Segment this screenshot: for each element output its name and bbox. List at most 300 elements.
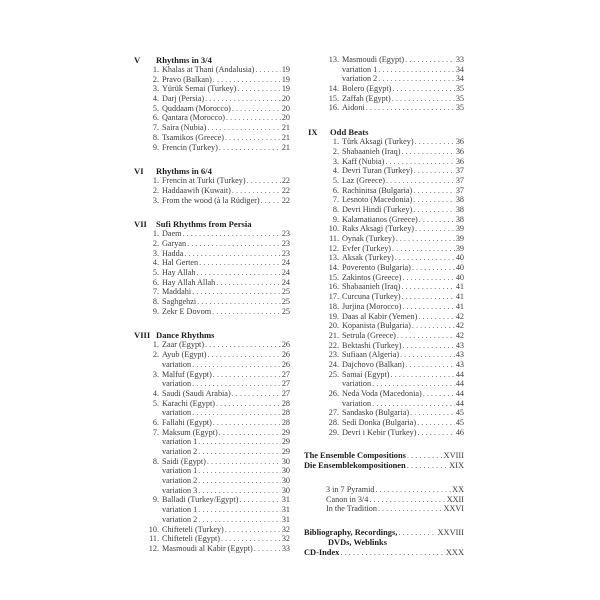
entry-page: 23	[281, 238, 290, 248]
toc-entry[interactable]	[130, 525, 290, 535]
toc-entry[interactable]	[304, 195, 464, 205]
entry-page: 30	[281, 485, 290, 495]
toc-entry[interactable]	[130, 457, 290, 467]
entry-title: Kopanista (Bulgaria)	[342, 321, 411, 331]
leader-dots	[199, 258, 281, 268]
toc-entry[interactable]	[304, 166, 464, 176]
toc-entry[interactable]	[304, 331, 464, 341]
entry-page: 44	[455, 369, 464, 379]
toc-entry[interactable]	[130, 196, 290, 206]
toc-entry[interactable]	[304, 341, 464, 351]
section-title: Rhythms in 6/4	[156, 166, 212, 177]
entry-title: Frencin (Turkey)	[162, 142, 218, 152]
entry-page: 26	[281, 340, 290, 350]
entry-number: 5.	[332, 175, 339, 185]
entry-title: Saira (Nubia)	[162, 123, 207, 133]
entry-page: 37	[455, 166, 464, 176]
entry-title: variation	[162, 379, 192, 389]
entry-number: 14.	[328, 84, 339, 94]
entry-title: Shabaanieh (Iraq)	[342, 282, 401, 292]
entry-title: Qantara (Morocco)	[162, 113, 225, 123]
toc-entry[interactable]	[130, 360, 290, 370]
toc-entry[interactable]	[304, 224, 464, 234]
leader-dots	[192, 379, 281, 389]
toc-entry[interactable]	[304, 55, 464, 65]
entry-page: 25	[281, 306, 290, 316]
toc-entry-cd-index[interactable]	[304, 548, 464, 558]
entry-page: 44	[455, 389, 464, 398]
entry-number: 1.	[152, 65, 159, 74]
toc-entry[interactable]	[130, 447, 290, 457]
entry-number: 4.	[332, 166, 339, 176]
leader-dots	[198, 505, 281, 515]
entry-page: 45	[455, 408, 464, 418]
entry-page: 32	[281, 524, 290, 534]
entry-title: Evfer (Turkey)	[342, 243, 392, 253]
leader-dots	[198, 476, 281, 486]
entry-number: 26.	[328, 389, 339, 398]
toc-entry[interactable]	[304, 215, 464, 225]
entry-number: 3.	[332, 156, 339, 166]
leader-dots	[184, 249, 280, 259]
entry-number: 7.	[152, 287, 159, 297]
leader-dots	[219, 143, 281, 153]
leader-dots	[378, 65, 455, 75]
entry-title: Chifteteli (Egypt)	[162, 534, 220, 544]
toc-entry[interactable]	[304, 302, 464, 312]
toc-entry-ensemble-piece[interactable]	[304, 495, 464, 505]
toc-entry-bibliography[interactable]	[304, 528, 464, 538]
leader-dots	[407, 461, 448, 471]
entry-title: Sedi Donka (Bulgaria)	[342, 418, 417, 428]
toc-entry[interactable]	[130, 94, 290, 104]
leader-dots	[413, 186, 455, 196]
leader-dots	[198, 447, 281, 457]
toc-entry-ensemble-piece[interactable]	[304, 485, 464, 495]
leader-dots	[232, 104, 281, 114]
entry-title: variation 3	[162, 485, 198, 495]
entry-title: Poverento (Bulgaria)	[342, 263, 411, 273]
entry-title: variation	[342, 379, 372, 389]
toc-entry[interactable]	[304, 399, 464, 409]
entry-title: From the wood (à la Rüdiger)	[162, 195, 260, 205]
leader-dots	[402, 302, 454, 312]
toc-entry[interactable]	[130, 258, 290, 268]
toc-entry[interactable]	[304, 147, 464, 157]
entry-page: 21	[281, 142, 290, 152]
entry-number: 12.	[148, 543, 159, 553]
entry-page: 46	[455, 427, 464, 437]
leader-dots	[419, 215, 455, 225]
entry-page: 35	[455, 84, 464, 94]
entry-page: 41	[455, 301, 464, 311]
toc-entry[interactable]	[130, 123, 290, 133]
leader-dots	[198, 437, 281, 447]
entry-page: XXVI	[443, 504, 464, 514]
section-heading-viii	[130, 330, 290, 340]
section-title: Odd Beats	[330, 127, 369, 138]
entry-title: Quddaam (Morocco)	[162, 103, 231, 113]
entry-title: Aksak (Turkey)	[342, 253, 394, 263]
entry-page: 30	[281, 476, 290, 486]
entry-number: 3.	[152, 369, 159, 379]
entry-title: Daas al Kabir (Yemen)	[342, 311, 418, 321]
toc-entry[interactable]	[130, 486, 290, 496]
entry-number: 6.	[152, 277, 159, 287]
entry-number: 11.	[329, 234, 339, 243]
leader-dots	[400, 350, 455, 360]
leader-dots	[198, 466, 281, 476]
entry-title: Zaar (Egypt)	[162, 340, 205, 350]
entry-number: 14.	[328, 263, 339, 273]
leader-dots	[225, 525, 281, 535]
toc-entry[interactable]	[304, 176, 464, 186]
entry-label: Die Ensemblekompositionen	[304, 461, 406, 471]
entry-page: 42	[455, 321, 464, 331]
leader-dots	[406, 360, 455, 370]
toc-entry[interactable]	[130, 307, 290, 317]
entry-number: 15.	[328, 93, 339, 103]
toc-entry[interactable]	[304, 370, 464, 380]
toc-entry[interactable]	[304, 65, 464, 75]
entry-title: variation 2	[162, 514, 198, 524]
entry-page: 42	[455, 330, 464, 340]
entry-page: 31	[281, 495, 290, 505]
entry-number: 27.	[328, 408, 339, 418]
toc-entry[interactable]	[304, 205, 464, 215]
leader-dots	[413, 205, 455, 215]
entry-page: XX	[452, 485, 464, 495]
leader-dots	[213, 370, 281, 380]
entry-title: Maddahi	[162, 287, 192, 297]
entry-page: 19	[281, 84, 290, 94]
leader-dots	[187, 239, 281, 249]
leader-dots	[232, 389, 281, 399]
entry-page: XVIII	[443, 451, 464, 461]
entry-page: 39	[455, 234, 464, 243]
leader-dots	[239, 495, 280, 505]
entry-page: 26	[281, 359, 290, 369]
leader-dots	[418, 428, 455, 438]
entry-page: 27	[281, 369, 290, 379]
toc-entry[interactable]	[130, 495, 290, 505]
entry-title: Sandasko (Bulgaria)	[342, 408, 410, 418]
leader-dots	[237, 84, 281, 94]
entry-title: Saidi (Egypt)	[162, 456, 206, 466]
entry-number: 6.	[152, 417, 159, 427]
entry-number: 8.	[152, 456, 159, 466]
toc-entry[interactable]	[130, 428, 290, 438]
entry-title: Zaffah (Egypt)	[342, 93, 391, 103]
entry-page: 41	[455, 292, 464, 302]
toc-entry[interactable]	[304, 312, 464, 322]
leader-dots	[412, 263, 455, 273]
toc-entry[interactable]	[130, 133, 290, 143]
toc-entry[interactable]	[304, 244, 464, 254]
section-ix-items	[304, 137, 464, 437]
entry-title: variation 1	[342, 64, 378, 74]
toc-entry[interactable]	[304, 389, 464, 399]
entry-number: 15.	[328, 272, 339, 282]
entry-title: Hay Allah	[162, 268, 196, 277]
leader-dots	[372, 399, 455, 409]
leader-dots	[213, 75, 281, 85]
section-number: VI	[134, 166, 144, 177]
toc-entry[interactable]	[130, 186, 290, 196]
toc-entry[interactable]	[130, 515, 290, 525]
entry-page: 20	[281, 113, 290, 123]
entry-title: Daem	[162, 229, 182, 239]
entry-page: XXX	[445, 547, 464, 557]
toc-entry[interactable]	[304, 74, 464, 84]
entry-number: 8.	[152, 297, 159, 307]
leader-dots	[423, 389, 455, 399]
entry-title: Masmoudi (Egypt)	[342, 55, 405, 64]
toc-entry[interactable]	[304, 186, 464, 196]
entry-title: Pravo (Balkan)	[162, 74, 212, 84]
entry-title: variation 1	[162, 466, 198, 476]
entry-title: Kalamatianos (Greece)	[342, 214, 418, 224]
entry-title: Yürük Semai (Turkey)	[162, 84, 237, 94]
toc-entry[interactable]	[304, 428, 464, 438]
entry-page: 35	[455, 103, 464, 113]
entry-title: variation	[342, 398, 372, 408]
entry-title: Sufiaan (Algeria)	[342, 350, 400, 360]
entry-title: variation 1	[162, 505, 198, 515]
section-heading-ix	[304, 127, 464, 137]
toc-entry[interactable]	[304, 379, 464, 389]
entry-title: Tsamikos (Greece)	[162, 132, 224, 142]
toc-entry[interactable]	[304, 234, 464, 244]
leader-dots	[225, 133, 281, 143]
toc-entry[interactable]	[304, 360, 464, 370]
leader-dots	[205, 94, 281, 104]
entry-page: XIX	[449, 461, 464, 471]
entry-page: 38	[455, 214, 464, 224]
entry-title: Oynak (Turkey)	[342, 234, 395, 243]
toc-entry[interactable]	[130, 399, 290, 409]
toc-entry-ensemble-compositions[interactable]	[304, 451, 464, 461]
toc-entry[interactable]	[130, 239, 290, 249]
toc-entry[interactable]	[130, 143, 290, 153]
entry-number: 13.	[328, 55, 339, 64]
entry-page: 24	[281, 268, 290, 277]
toc-entry[interactable]	[130, 84, 290, 94]
toc-entry[interactable]	[130, 505, 290, 515]
leader-dots	[205, 340, 281, 350]
leader-dots	[247, 176, 281, 186]
toc-entry[interactable]	[304, 103, 464, 113]
entry-title: Ayub (Egypt)	[162, 350, 207, 360]
toc-entry[interactable]	[130, 544, 290, 554]
leader-dots	[397, 331, 455, 341]
entry-page: 23	[281, 248, 290, 258]
toc-entry[interactable]	[304, 84, 464, 94]
toc-entry[interactable]	[130, 65, 290, 75]
toc-entry[interactable]	[304, 157, 464, 167]
entry-page: 25	[281, 287, 290, 297]
section-heading-vi	[130, 166, 290, 176]
entry-page: 34	[455, 74, 464, 84]
entry-number: 2.	[332, 146, 339, 156]
toc-entry[interactable]	[130, 379, 290, 389]
entry-number: 18.	[328, 301, 339, 311]
leader-dots	[207, 123, 280, 133]
entry-number: 3.	[152, 195, 159, 205]
toc-entry[interactable]	[130, 408, 290, 418]
leader-dots	[410, 408, 455, 418]
entry-title: Rachinitsa (Bulgaria)	[342, 185, 413, 195]
entry-page: 22	[281, 176, 290, 186]
entry-number: 29.	[328, 427, 339, 437]
entry-page: 33	[281, 543, 290, 553]
entry-title: Shabaanieh (Iraq)	[342, 146, 401, 156]
toc-entry[interactable]	[130, 113, 290, 123]
section-number: IX	[308, 127, 318, 138]
entry-title: Haddaawih (Kuwait)	[162, 185, 231, 195]
toc-entry[interactable]	[130, 389, 290, 399]
entry-number: 9.	[152, 495, 159, 505]
entry-title: Lesnoto (Macedonia)	[342, 195, 413, 205]
entry-title: Laz (Greece)	[342, 175, 385, 185]
toc-entry[interactable]	[304, 253, 464, 263]
toc-entry[interactable]	[130, 534, 290, 544]
toc-entry-ensemble-piece[interactable]	[304, 504, 464, 514]
toc-entry[interactable]	[304, 263, 464, 273]
entry-number: 2.	[152, 74, 159, 84]
section-title: Sufi Rhythms from Persia	[156, 219, 252, 230]
entry-page: 19	[281, 65, 290, 74]
entry-page: 38	[455, 204, 464, 214]
leader-dots	[407, 451, 443, 461]
leader-dots	[398, 528, 436, 538]
entry-page: 35	[455, 93, 464, 103]
toc-entry-ensemblekompositionen[interactable]	[304, 461, 464, 471]
leader-dots	[208, 350, 281, 360]
leader-dots	[226, 113, 281, 123]
leader-dots	[401, 147, 454, 157]
leader-dots	[254, 544, 281, 554]
entry-title: Samai (Egypt)	[342, 369, 390, 379]
entry-title: Zakintos (Greece)	[342, 272, 402, 282]
toc-entry[interactable]	[304, 282, 464, 292]
leader-dots	[402, 273, 454, 283]
entry-page: 36	[455, 146, 464, 156]
entry-number: 5.	[152, 268, 159, 277]
toc-entry[interactable]	[130, 249, 290, 259]
toc-entry[interactable]	[130, 297, 290, 307]
toc-entry[interactable]	[304, 273, 464, 283]
leader-dots	[369, 495, 445, 505]
entry-number: 9.	[152, 306, 159, 316]
entry-page: 40	[455, 263, 464, 273]
leader-dots	[232, 186, 281, 196]
toc-entry[interactable]	[130, 340, 290, 350]
entry-title: 3 in 7 Pyramid	[326, 485, 375, 495]
entry-number: 5.	[152, 103, 159, 113]
leader-dots	[401, 282, 454, 292]
entry-page: 28	[281, 417, 290, 427]
toc-entry[interactable]	[304, 321, 464, 331]
toc-entry[interactable]	[130, 437, 290, 447]
entry-title: Devri Turan (Turkey)	[342, 166, 413, 176]
entry-label-continuation: DVDs, Weblinks	[328, 537, 387, 547]
entry-number: 2.	[152, 350, 159, 360]
entry-page: 27	[281, 379, 290, 389]
entry-page: 22	[281, 185, 290, 195]
toc-right-column	[304, 55, 464, 557]
toc-entry[interactable]	[130, 104, 290, 114]
entry-page: 19	[281, 74, 290, 84]
leader-dots	[378, 74, 455, 84]
toc-entry[interactable]	[130, 350, 290, 360]
toc-entry[interactable]	[130, 75, 290, 85]
entry-title: Curcuna (Turkey)	[342, 292, 401, 302]
toc-entry[interactable]	[130, 476, 290, 486]
leader-dots	[255, 65, 280, 75]
entry-page: 20	[281, 94, 290, 104]
leader-dots	[417, 418, 455, 428]
entry-page: 39	[455, 224, 464, 234]
toc-entry[interactable]	[304, 350, 464, 360]
entry-number: 10.	[148, 524, 159, 534]
entry-number: 5.	[152, 398, 159, 408]
leader-dots	[216, 278, 281, 288]
entry-number: 20.	[328, 321, 339, 331]
entry-page: 36	[455, 137, 464, 147]
toc-entry[interactable]	[304, 408, 464, 418]
toc-entry[interactable]	[304, 418, 464, 428]
entry-number: 6.	[332, 185, 339, 195]
toc-entry[interactable]	[130, 466, 290, 476]
entry-page: 30	[281, 456, 290, 466]
leader-dots	[392, 84, 454, 94]
entry-number: 9.	[332, 214, 339, 224]
entry-page: 30	[281, 466, 290, 476]
section-vi-items	[130, 176, 290, 205]
toc-entry[interactable]	[130, 418, 290, 428]
leader-dots	[261, 196, 281, 206]
toc-entry[interactable]	[130, 229, 290, 239]
entry-title: In the Tradition	[326, 504, 377, 514]
entry-number: 8.	[152, 132, 159, 142]
entry-page: 31	[281, 505, 290, 515]
entry-title: variation	[162, 408, 192, 418]
leader-dots	[375, 485, 451, 495]
section-viii-continuation	[304, 55, 464, 113]
section-number: VIII	[134, 330, 151, 341]
toc-entry[interactable]	[130, 268, 290, 278]
entry-page: 20	[281, 103, 290, 113]
toc-entry[interactable]	[130, 278, 290, 288]
entry-title: variation 2	[162, 447, 198, 456]
toc-entry[interactable]	[130, 287, 290, 297]
toc-entry[interactable]	[304, 94, 464, 104]
toc-entry[interactable]	[304, 137, 464, 147]
toc-entry[interactable]	[304, 292, 464, 302]
entry-number: 1.	[332, 137, 339, 147]
entry-title: Bektashi (Turkey)	[342, 340, 402, 350]
entry-page: 32	[281, 534, 290, 544]
leader-dots	[396, 234, 455, 244]
entry-title: Bolero (Egypt)	[342, 84, 392, 94]
leader-dots	[413, 195, 455, 205]
entry-title: Devri Hindi (Turkey)	[342, 204, 413, 214]
leader-dots	[378, 504, 443, 514]
toc-entry[interactable]	[130, 176, 290, 186]
entry-page: 37	[455, 175, 464, 185]
toc-entry[interactable]	[130, 370, 290, 380]
